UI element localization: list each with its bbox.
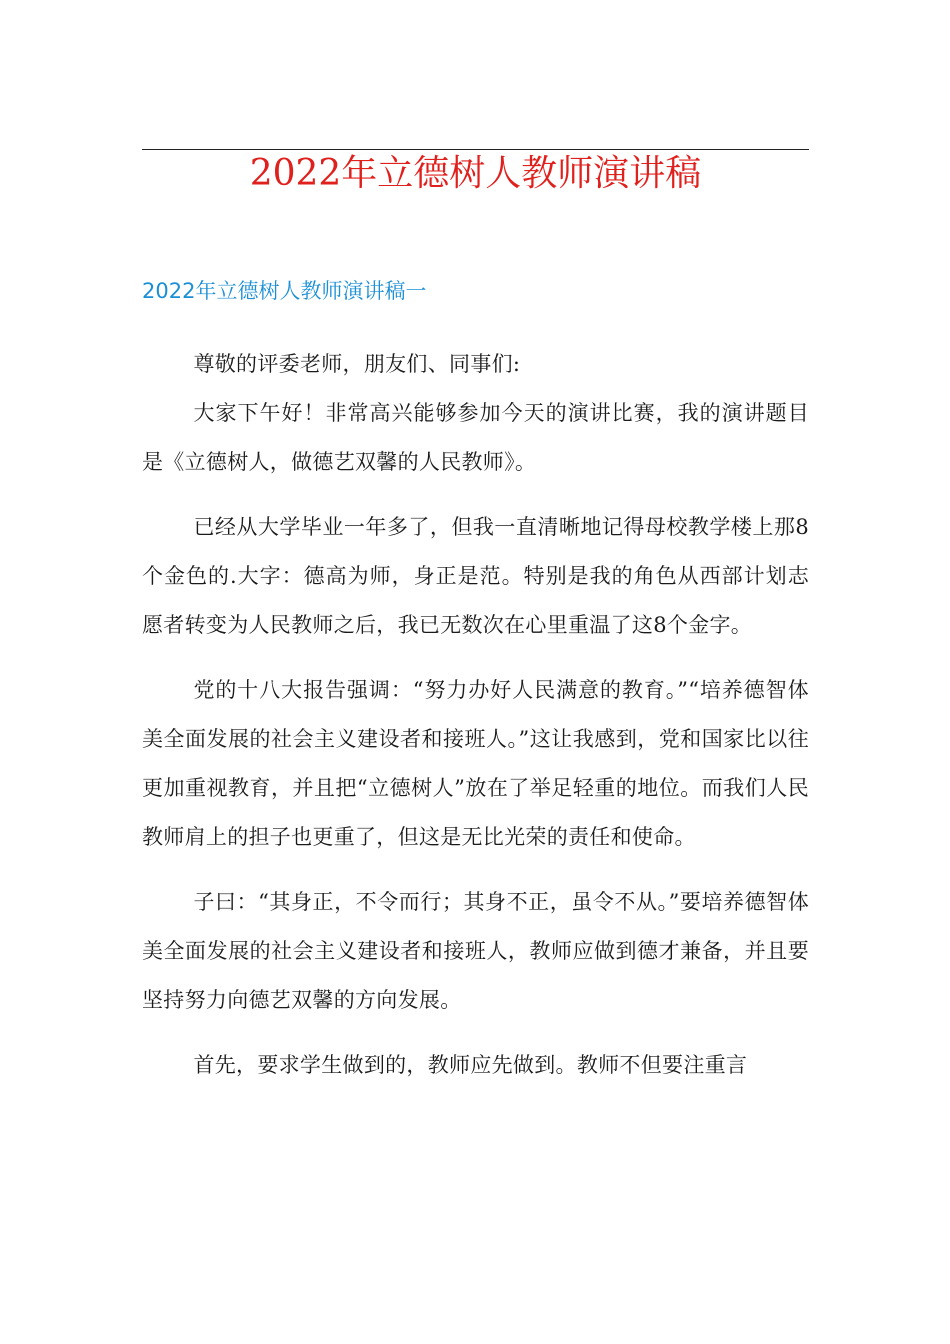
- section-heading: 2022年立德树人教师演讲稿一: [142, 279, 427, 303]
- paragraph-motto: 已经从大学毕业一年多了，但我一直清晰地记得母校教学楼上那8个金色的.大字：德高为师，身正是范。特别是我的角色从西部计划志愿者转变为人民教师之后，我已无数次在心里重温了这8个金字。: [142, 515, 809, 637]
- paragraph-greeting: 尊敬的评委老师，朋友们、同事们:: [193, 352, 521, 376]
- paragraph-confucius-quote: 子曰：“其身正，不令而行；其身不正，虽令不从。”要培养德智体美全面发展的社会主义建设者和接班人，教师应做到德才兼备，并且要坚持努力向德艺双馨的方向发展。: [142, 890, 809, 1012]
- paragraph-party-report: 党的十八大报告强调：“努力办好人民满意的教育。”“培养德智体美全面发展的社会主义建设者和接班人。”这让我感到，党和国家比以往更加重视教育，并且把“立德树人”放在了举足轻重的地位。而我们人民教师肩上的担子也更重了，但这是无比光荣的责任和使命。: [142, 678, 809, 849]
- document-title: 2022年立德树人教师演讲稿: [249, 153, 702, 194]
- document-body: [142, 340, 809, 1106]
- paragraph-first-point: 首先，要求学生做到的，教师应先做到。教师不但要注重言: [193, 1053, 748, 1077]
- paragraph-opening: 大家下午好！非常高兴能够参加今天的演讲比赛，我的演讲题目是《立德树人，做德艺双馨的人民教师》。: [142, 401, 809, 474]
